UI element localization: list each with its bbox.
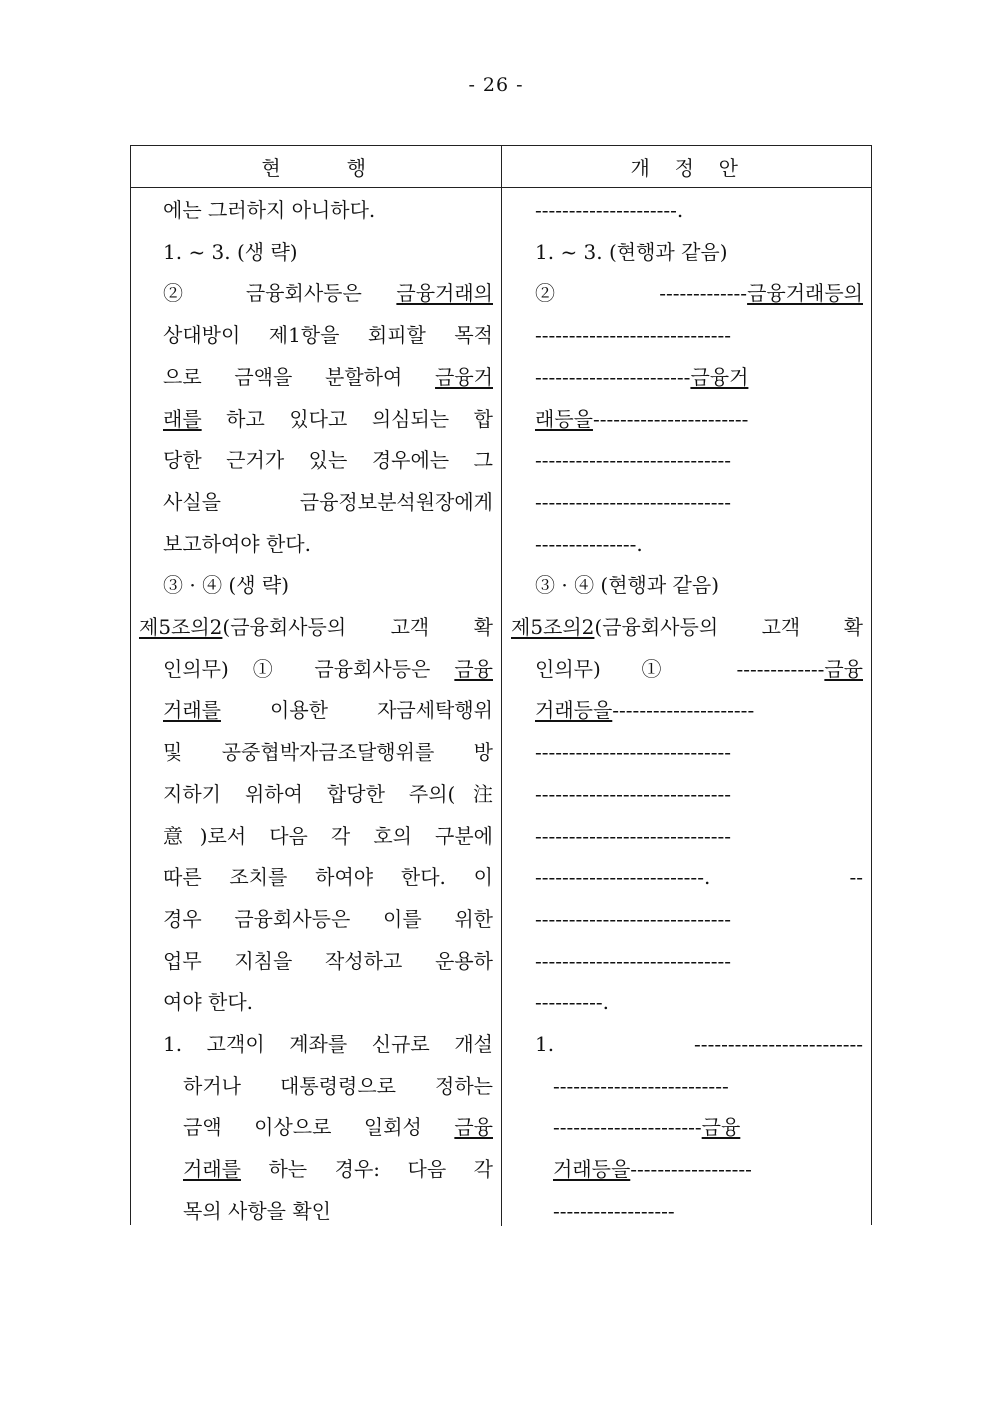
- current-line: 意)로서 다음 각 호의 구분에: [163, 823, 493, 848]
- current-line: 보고하여야 한다.: [163, 531, 311, 556]
- current-line: ③ · ④ (생 략): [163, 573, 290, 598]
- column-divider: [501, 188, 502, 1226]
- table-header: [131, 146, 871, 188]
- current-line: 여야 한다.: [163, 990, 253, 1015]
- revised-line: ② -------------금융거래등의: [535, 281, 863, 306]
- current-line: 거래를 이용한 자금세탁행위: [163, 698, 493, 723]
- current-line: 경우 금융회사등은 이를 위한: [163, 906, 493, 931]
- revised-line: ------------------: [553, 1198, 675, 1223]
- current-line: 1. ~ 3. (생 략): [163, 239, 298, 264]
- current-line: 당한 근거가 있는 경우에는 그: [163, 448, 493, 473]
- revised-line: -------------------------. --: [535, 865, 863, 890]
- revised-line: --------------------------: [553, 1073, 729, 1098]
- revised-line: -----------------------금융거: [535, 364, 749, 389]
- current-line: 목의 사항을 확인: [183, 1198, 331, 1223]
- current-line: 업무 지침을 작성하고 운용하: [163, 948, 493, 973]
- revised-line: -----------------------------: [535, 948, 731, 973]
- current-line: 에는 그러하지 아니하다.: [163, 198, 376, 222]
- revised-line: -----------------------------: [535, 906, 731, 931]
- comparison-table: [130, 145, 872, 1225]
- page-number: - 26 -: [468, 74, 524, 96]
- current-line: 거래를 하는 경우: 다음 각: [183, 1157, 493, 1182]
- current-line: 및 공중협박자금조달행위를 방: [163, 740, 493, 765]
- revised-line: 거래등을------------------: [553, 1157, 752, 1182]
- current-line: 하거나 대통령령으로 정하는: [183, 1073, 493, 1098]
- revised-line: 래등을-----------------------: [535, 406, 749, 431]
- revised-line: ----------------------금융: [553, 1115, 741, 1140]
- current-line: 사실을 금융정보분석원장에게: [163, 489, 493, 514]
- current-line: 따른 조치를 하여야 한다. 이: [163, 865, 493, 890]
- revised-line: 인의무) ① -------------금융: [535, 656, 863, 681]
- revised-line: -----------------------------: [535, 823, 731, 848]
- current-line: 인의무) ① 금융회사등은 금융: [163, 656, 493, 681]
- current-line: 으로 금액을 분할하여 금융거: [163, 364, 493, 389]
- revised-line: -----------------------------: [535, 448, 731, 473]
- current-line: 상대방이 제1항을 회피할 목적: [163, 323, 493, 348]
- header-revised: 개 정 안: [630, 156, 742, 180]
- revised-line: ---------------------.: [535, 198, 684, 222]
- revised-line: 1. -------------------------: [535, 1032, 863, 1056]
- article-heading-revised: 제5조의2(금융회사등의 고객 확: [511, 615, 863, 639]
- article-heading-current: 제5조의2(금융회사등의 고객 확: [139, 615, 493, 639]
- revised-line: 거래등을---------------------: [535, 698, 755, 723]
- current-line: 지하기 위하여 합당한 주의(注: [163, 781, 493, 806]
- revised-line: ----------.: [535, 990, 609, 1015]
- current-line: ② 금융회사등은 금융거래의: [163, 281, 493, 306]
- revised-line: ---------------.: [535, 531, 643, 556]
- revised-line: ③ · ④ (현행과 같음): [535, 573, 719, 598]
- revised-line: -----------------------------: [535, 740, 731, 765]
- revised-line: 1. ~ 3. (현행과 같음): [535, 239, 728, 264]
- current-line: 래를 하고 있다고 의심되는 합: [163, 406, 493, 431]
- current-line: 1. 고객이 계좌를 신규로 개설: [163, 1032, 493, 1056]
- current-line: 금액 이상으로 일회성 금융: [183, 1115, 493, 1140]
- revised-line: -----------------------------: [535, 781, 731, 806]
- revised-line: -----------------------------: [535, 323, 731, 348]
- header-current: 현 행: [131, 146, 502, 187]
- revised-line: -----------------------------: [535, 489, 731, 514]
